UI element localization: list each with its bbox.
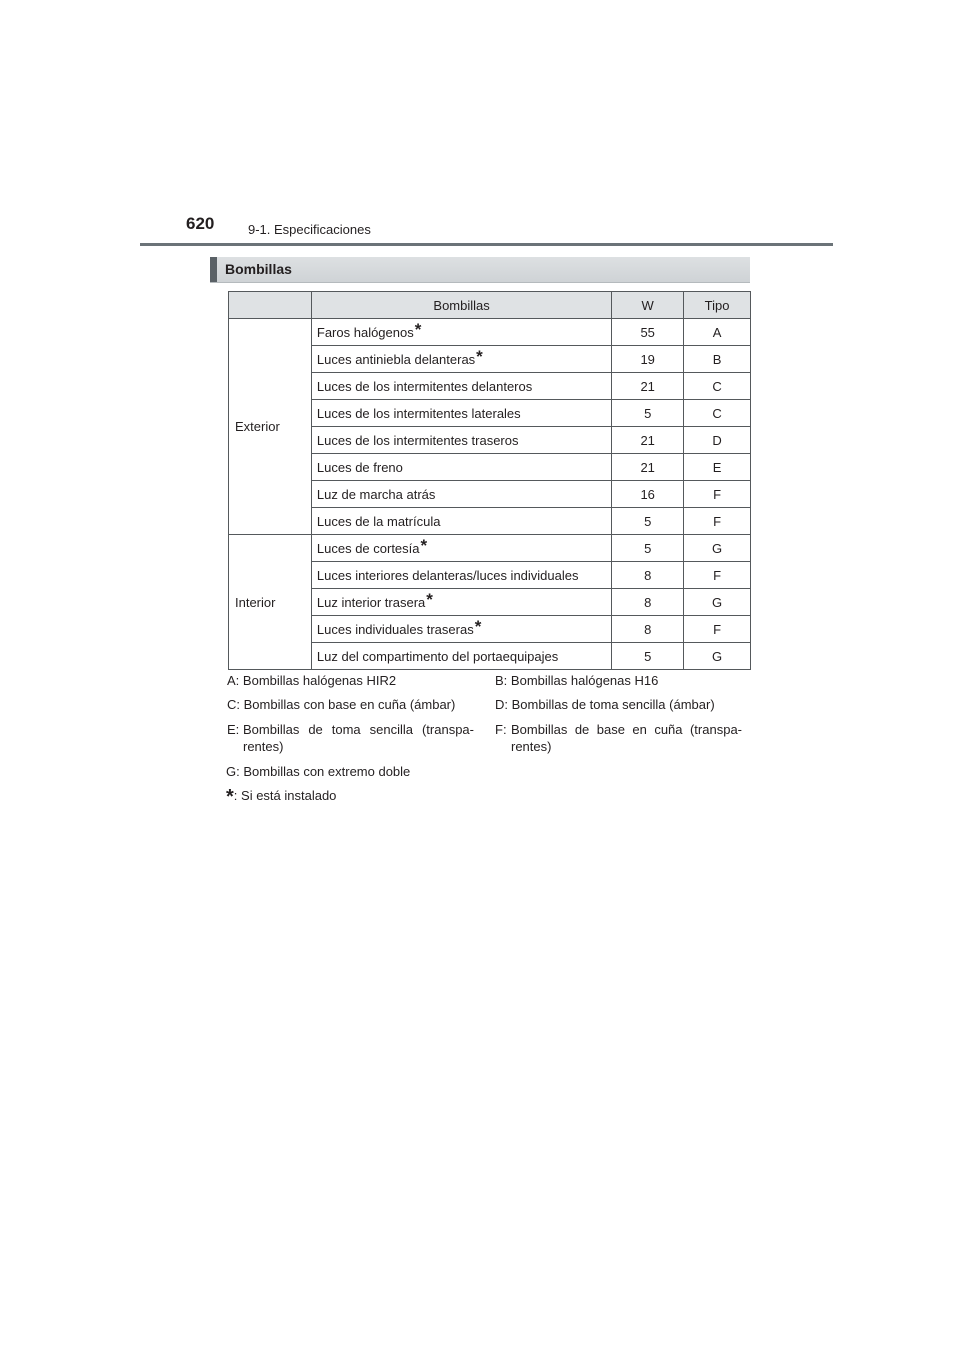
group-label: Exterior [229, 319, 312, 535]
bulb-name-cell [311, 562, 611, 589]
bulb-name-cell [311, 454, 611, 481]
type-cell: C [684, 400, 751, 427]
bulb-name: Luces interiores delanteras/luces individuales [316, 567, 579, 583]
bulb-name-cell [311, 643, 611, 670]
legend-text-line1: Bombillas de base en cuña (transpa- [511, 722, 742, 737]
table-row [229, 535, 751, 562]
wattage-cell: 8 [612, 589, 684, 616]
legend-key: A: [227, 673, 240, 688]
bulb-name: Luces antiniebla delanteras [316, 351, 476, 367]
legend-key: B: [495, 673, 508, 688]
section-heading-bar [210, 257, 750, 283]
legend-text-line1: Bombillas de toma sencilla (transpa- [243, 722, 474, 737]
bulb-name: Luces de los intermitentes laterales [316, 405, 521, 421]
legend-e [227, 721, 474, 755]
wattage-cell: 5 [612, 535, 684, 562]
column-header-bulbs: Bombillas [311, 292, 611, 319]
footnote-text: : Si está instalado [233, 788, 337, 803]
type-cell: E [684, 454, 751, 481]
wattage-cell: 21 [612, 454, 684, 481]
optional-marker: * [426, 589, 433, 609]
legend-f [495, 721, 742, 755]
type-cell: B [684, 346, 751, 373]
heading-accent [210, 257, 217, 282]
footnote [226, 786, 337, 808]
type-cell: A [684, 319, 751, 346]
bulb-name: Luz del compartimento del portaequipajes [316, 648, 559, 664]
bulb-name: Faros halógenos [316, 324, 414, 340]
bulb-name-cell [311, 616, 611, 643]
wattage-cell: 5 [612, 508, 684, 535]
type-cell: F [684, 616, 751, 643]
bulb-name-cell [311, 319, 611, 346]
legend-a [227, 672, 396, 689]
bulb-name-cell [311, 373, 611, 400]
column-header-type: Tipo [684, 292, 751, 319]
section-title: 9-1. Especificaciones [248, 222, 371, 237]
bulb-name: Luces de los intermitentes delanteros [316, 378, 533, 394]
legend-key: D: [495, 697, 508, 712]
bulb-name-cell [311, 535, 611, 562]
legend-text: Bombillas de toma sencilla (ámbar) [511, 697, 715, 712]
wattage-cell: 5 [612, 643, 684, 670]
type-cell: F [684, 562, 751, 589]
legend-b [495, 672, 658, 689]
type-cell: F [684, 481, 751, 508]
column-header-w: W [612, 292, 684, 319]
legend-text-line2: rentes) [511, 739, 552, 754]
bulb-name-cell [311, 427, 611, 454]
page-number: 620 [186, 214, 215, 233]
legend-text: Bombillas con base en cuña (ámbar) [243, 697, 456, 712]
bulb-name-cell [311, 346, 611, 373]
wattage-cell: 16 [612, 481, 684, 508]
table-row [229, 319, 751, 346]
wattage-cell: 21 [612, 427, 684, 454]
legend-key: C: [227, 697, 240, 712]
section-heading: Bombillas [225, 261, 292, 277]
type-cell: F [684, 508, 751, 535]
column-header-group [229, 292, 312, 319]
legend-text: Bombillas halógenas HIR2 [242, 673, 397, 688]
type-cell: G [684, 535, 751, 562]
bulb-name-cell [311, 589, 611, 616]
header-rule [140, 243, 833, 246]
wattage-cell: 21 [612, 373, 684, 400]
type-cell: D [684, 427, 751, 454]
bulb-name-cell [311, 508, 611, 535]
bulb-name: Luz interior trasera [316, 594, 426, 610]
type-cell: G [684, 589, 751, 616]
bulb-name: Luces de los intermitentes traseros [316, 432, 519, 448]
bulb-table [228, 291, 751, 670]
wattage-cell: 5 [612, 400, 684, 427]
footnote-star: * [226, 786, 234, 808]
legend-g [226, 763, 410, 780]
bulb-name: Luces de freno [316, 459, 403, 475]
group-label: Interior [229, 535, 312, 670]
wattage-cell: 19 [612, 346, 684, 373]
wattage-cell: 55 [612, 319, 684, 346]
optional-marker: * [414, 319, 422, 339]
legend-d [495, 696, 715, 713]
legend-key: F: [495, 722, 507, 737]
table-body [229, 319, 751, 670]
table-header-row [229, 292, 751, 319]
bulb-name-cell [311, 400, 611, 427]
type-cell: G [684, 643, 751, 670]
legend-text: Bombillas con extremo doble [243, 764, 411, 779]
optional-marker: * [476, 346, 483, 366]
legend-text-line2: rentes) [243, 739, 284, 754]
optional-marker: * [420, 535, 428, 555]
type-cell: C [684, 373, 751, 400]
legend-text: Bombillas halógenas H16 [510, 673, 659, 688]
bulb-name: Luces de cortesía [316, 540, 420, 556]
legend-key: G: [226, 764, 240, 779]
bulb-name-cell [311, 481, 611, 508]
legend-key: E: [227, 722, 240, 737]
wattage-cell: 8 [612, 562, 684, 589]
wattage-cell: 8 [612, 616, 684, 643]
bulb-name: Luces individuales traseras [316, 621, 474, 637]
bulb-name: Luz de marcha atrás [316, 486, 436, 502]
legend-c [227, 696, 455, 713]
optional-marker: * [474, 616, 482, 636]
bulb-name: Luces de la matrícula [316, 513, 441, 529]
